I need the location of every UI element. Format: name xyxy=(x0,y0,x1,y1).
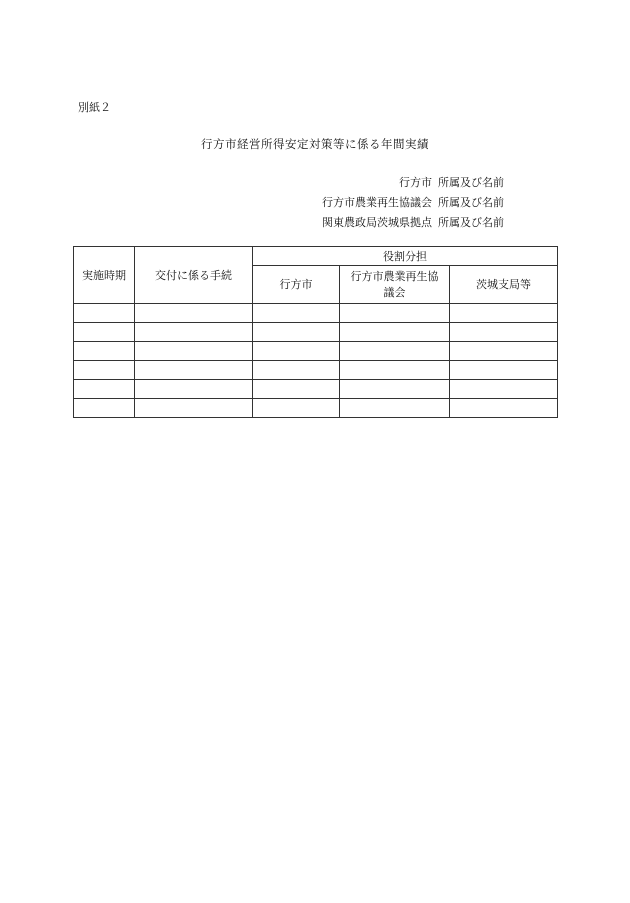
table-cell[interactable] xyxy=(135,304,253,323)
annual-schedule-table xyxy=(73,246,558,418)
table-cell[interactable] xyxy=(74,323,135,342)
table-cell[interactable] xyxy=(253,399,340,418)
document-title: 行方市経営所得安定対策等に係る年間実績 xyxy=(201,137,429,151)
signer-role: 所属及び名前 xyxy=(438,176,504,189)
table-cell[interactable] xyxy=(340,399,450,418)
signer-role: 所属及び名前 xyxy=(438,196,504,209)
table-cell[interactable] xyxy=(135,361,253,380)
table-cell[interactable] xyxy=(450,323,558,342)
table-row xyxy=(74,304,558,323)
table-cell[interactable] xyxy=(135,323,253,342)
header-procedure: 交付に係る手続 xyxy=(135,247,253,304)
signer-org: 行方市農業再生協議会 xyxy=(322,196,432,209)
table-cell[interactable] xyxy=(74,342,135,361)
header-role-division: 役割分担 xyxy=(253,247,558,266)
table-cell[interactable] xyxy=(340,323,450,342)
header-council xyxy=(340,266,450,304)
table-cell[interactable] xyxy=(74,361,135,380)
table-cell[interactable] xyxy=(253,304,340,323)
table-cell[interactable] xyxy=(450,380,558,399)
header-council-line2: 議会 xyxy=(383,285,406,299)
table-header-row xyxy=(74,247,558,266)
header-period: 実施時期 xyxy=(74,247,135,304)
table-cell[interactable] xyxy=(135,380,253,399)
signer-org: 行方市 xyxy=(399,176,432,189)
table-cell[interactable] xyxy=(450,342,558,361)
header-council-line1: 行方市農業再生協 xyxy=(350,269,439,283)
table-cell[interactable] xyxy=(74,399,135,418)
table-cell[interactable] xyxy=(340,380,450,399)
signer-row xyxy=(322,173,504,193)
table-cell[interactable] xyxy=(340,304,450,323)
table-cell[interactable] xyxy=(135,399,253,418)
table-row xyxy=(74,323,558,342)
header-city: 行方市 xyxy=(253,266,340,304)
table-cell[interactable] xyxy=(253,323,340,342)
table-cell[interactable] xyxy=(340,361,450,380)
header-branch: 茨城支局等 xyxy=(450,266,558,304)
signers-block xyxy=(322,173,504,233)
table-cell[interactable] xyxy=(450,399,558,418)
signer-org: 関東農政局茨城県拠点 xyxy=(322,216,432,229)
table-cell[interactable] xyxy=(253,342,340,361)
table-cell[interactable] xyxy=(253,380,340,399)
table-cell[interactable] xyxy=(340,342,450,361)
table-row xyxy=(74,342,558,361)
table-cell[interactable] xyxy=(74,304,135,323)
table-row xyxy=(74,361,558,380)
table-cell[interactable] xyxy=(135,342,253,361)
signer-row xyxy=(322,193,504,213)
table-row xyxy=(74,399,558,418)
signer-role: 所属及び名前 xyxy=(438,216,504,229)
table-cell[interactable] xyxy=(450,304,558,323)
annex-label: 別紙２ xyxy=(78,101,111,114)
table-cell[interactable] xyxy=(450,361,558,380)
signer-row xyxy=(322,213,504,233)
table-cell[interactable] xyxy=(253,361,340,380)
table-row xyxy=(74,380,558,399)
table-cell[interactable] xyxy=(74,380,135,399)
